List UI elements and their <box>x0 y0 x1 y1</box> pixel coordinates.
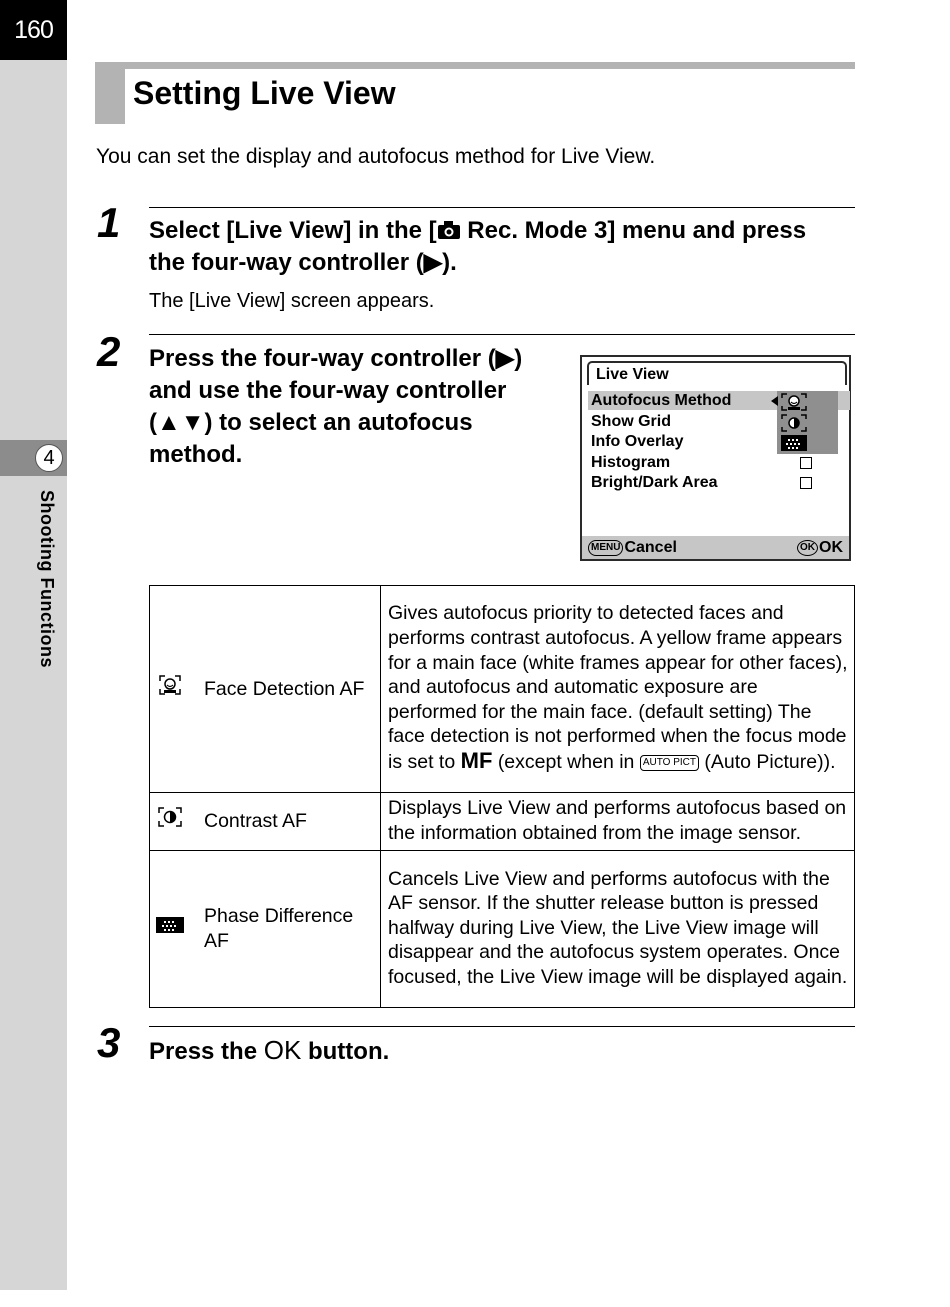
cancel-button[interactable] <box>588 539 677 557</box>
chapter-number: 4 <box>35 444 63 472</box>
description-text: Gives autofocus priority to detected faces and performs contrast autofocus. A yellow frame appears for a main face (white frames appear for other faces), and autofocus and automatic exposure are performed for the main face. (default setting) The face detection is not performed when the focus mode is set to <box>388 602 848 773</box>
step1-line1a: Select [Live View] in the [ <box>149 217 437 244</box>
ok-label: OK <box>819 539 843 556</box>
chapter-label: Shooting Functions <box>37 490 57 668</box>
step3-text: Press the <box>149 1038 258 1065</box>
header-rule <box>95 62 855 69</box>
header-block <box>95 62 125 124</box>
method-description: Displays Live View and performs autofocus based on the information obtained from the image sensor. <box>381 793 855 851</box>
page-title: Setting Live View <box>133 75 396 111</box>
table-row <box>150 586 855 793</box>
section-header <box>95 62 855 124</box>
bright-dark-area-checkbox[interactable] <box>800 477 812 489</box>
step1-line1b: Rec. Mode 3] menu and press <box>460 217 807 244</box>
description-text: (Auto Picture)). <box>704 750 836 773</box>
step2-heading <box>149 343 522 471</box>
ok-key-icon: OK <box>797 540 818 556</box>
step1-result: The [Live View] screen appears. <box>149 290 435 312</box>
contrast-af-icon <box>781 414 807 432</box>
step2-line1: Press the four-way controller (▶) <box>149 345 523 372</box>
menu-item-info-overlay[interactable]: Info Overlay <box>591 433 684 450</box>
mf-symbol: MF <box>460 747 493 773</box>
step-number: 1 <box>97 199 121 246</box>
table-icon-cell <box>150 851 191 1008</box>
menu-item-histogram[interactable]: Histogram <box>591 454 671 471</box>
description-text: (except when in <box>497 750 635 773</box>
table-icon-cell <box>150 793 191 851</box>
method-name: Face Detection AF <box>190 586 381 793</box>
menu-key-icon: MENU <box>588 540 623 556</box>
table-row <box>150 793 855 851</box>
step1-line2: the four-way controller (▶). <box>149 249 457 276</box>
step2-line2: and use the four-way controller <box>149 377 507 404</box>
autofocus-method-table <box>149 585 855 1008</box>
step-number: 2 <box>97 328 121 375</box>
face-detection-icon <box>781 393 807 411</box>
page-number: 160 <box>0 0 67 60</box>
contrast-af-icon <box>158 807 182 827</box>
histogram-checkbox[interactable] <box>800 457 812 469</box>
phase-difference-af-icon <box>781 435 807 451</box>
menu-item-autofocus-method[interactable]: Autofocus Method <box>591 392 732 409</box>
step-divider <box>149 1026 855 1027</box>
menu-item-show-grid[interactable]: Show Grid <box>591 413 671 430</box>
left-arrow-icon <box>771 396 779 406</box>
auto-picture-icon: AUTO PICT <box>640 755 699 771</box>
face-detection-icon <box>159 675 181 695</box>
cancel-label: Cancel <box>624 539 677 556</box>
method-name: Contrast AF <box>190 793 381 851</box>
step1-heading <box>149 215 806 279</box>
live-view-menu-screen <box>580 355 851 561</box>
ok-button[interactable] <box>797 539 843 557</box>
step-divider <box>149 334 855 335</box>
method-description <box>381 586 855 793</box>
menu-footer <box>582 536 849 559</box>
phase-difference-af-icon <box>156 917 184 933</box>
method-name: Phase Difference AF <box>190 851 381 1008</box>
menu-item-bright-dark-area[interactable]: Bright/Dark Area <box>591 474 718 491</box>
table-icon-cell <box>150 586 191 793</box>
intro-text: You can set the display and autofocus method for Live View. <box>96 145 656 168</box>
step-divider <box>149 207 855 208</box>
step3-text: button. <box>307 1038 390 1065</box>
method-description: Cancels Live View and performs autofocus with the AF sensor. If the shutter release button is pressed halfway during Live View, the Live View image will disappear and the autofocus system operates. Once focused, the Live View image will be displayed again. <box>381 851 855 1008</box>
menu-title: Live View <box>596 366 669 383</box>
table-row <box>150 851 855 1008</box>
camera-icon <box>437 220 461 240</box>
step3-heading <box>149 1034 389 1068</box>
step-number: 3 <box>97 1019 121 1066</box>
step2-line4: method. <box>149 441 243 468</box>
step2-line3: (▲▼) to select an autofocus <box>149 409 473 436</box>
ok-button-icon: OK <box>263 1035 302 1065</box>
